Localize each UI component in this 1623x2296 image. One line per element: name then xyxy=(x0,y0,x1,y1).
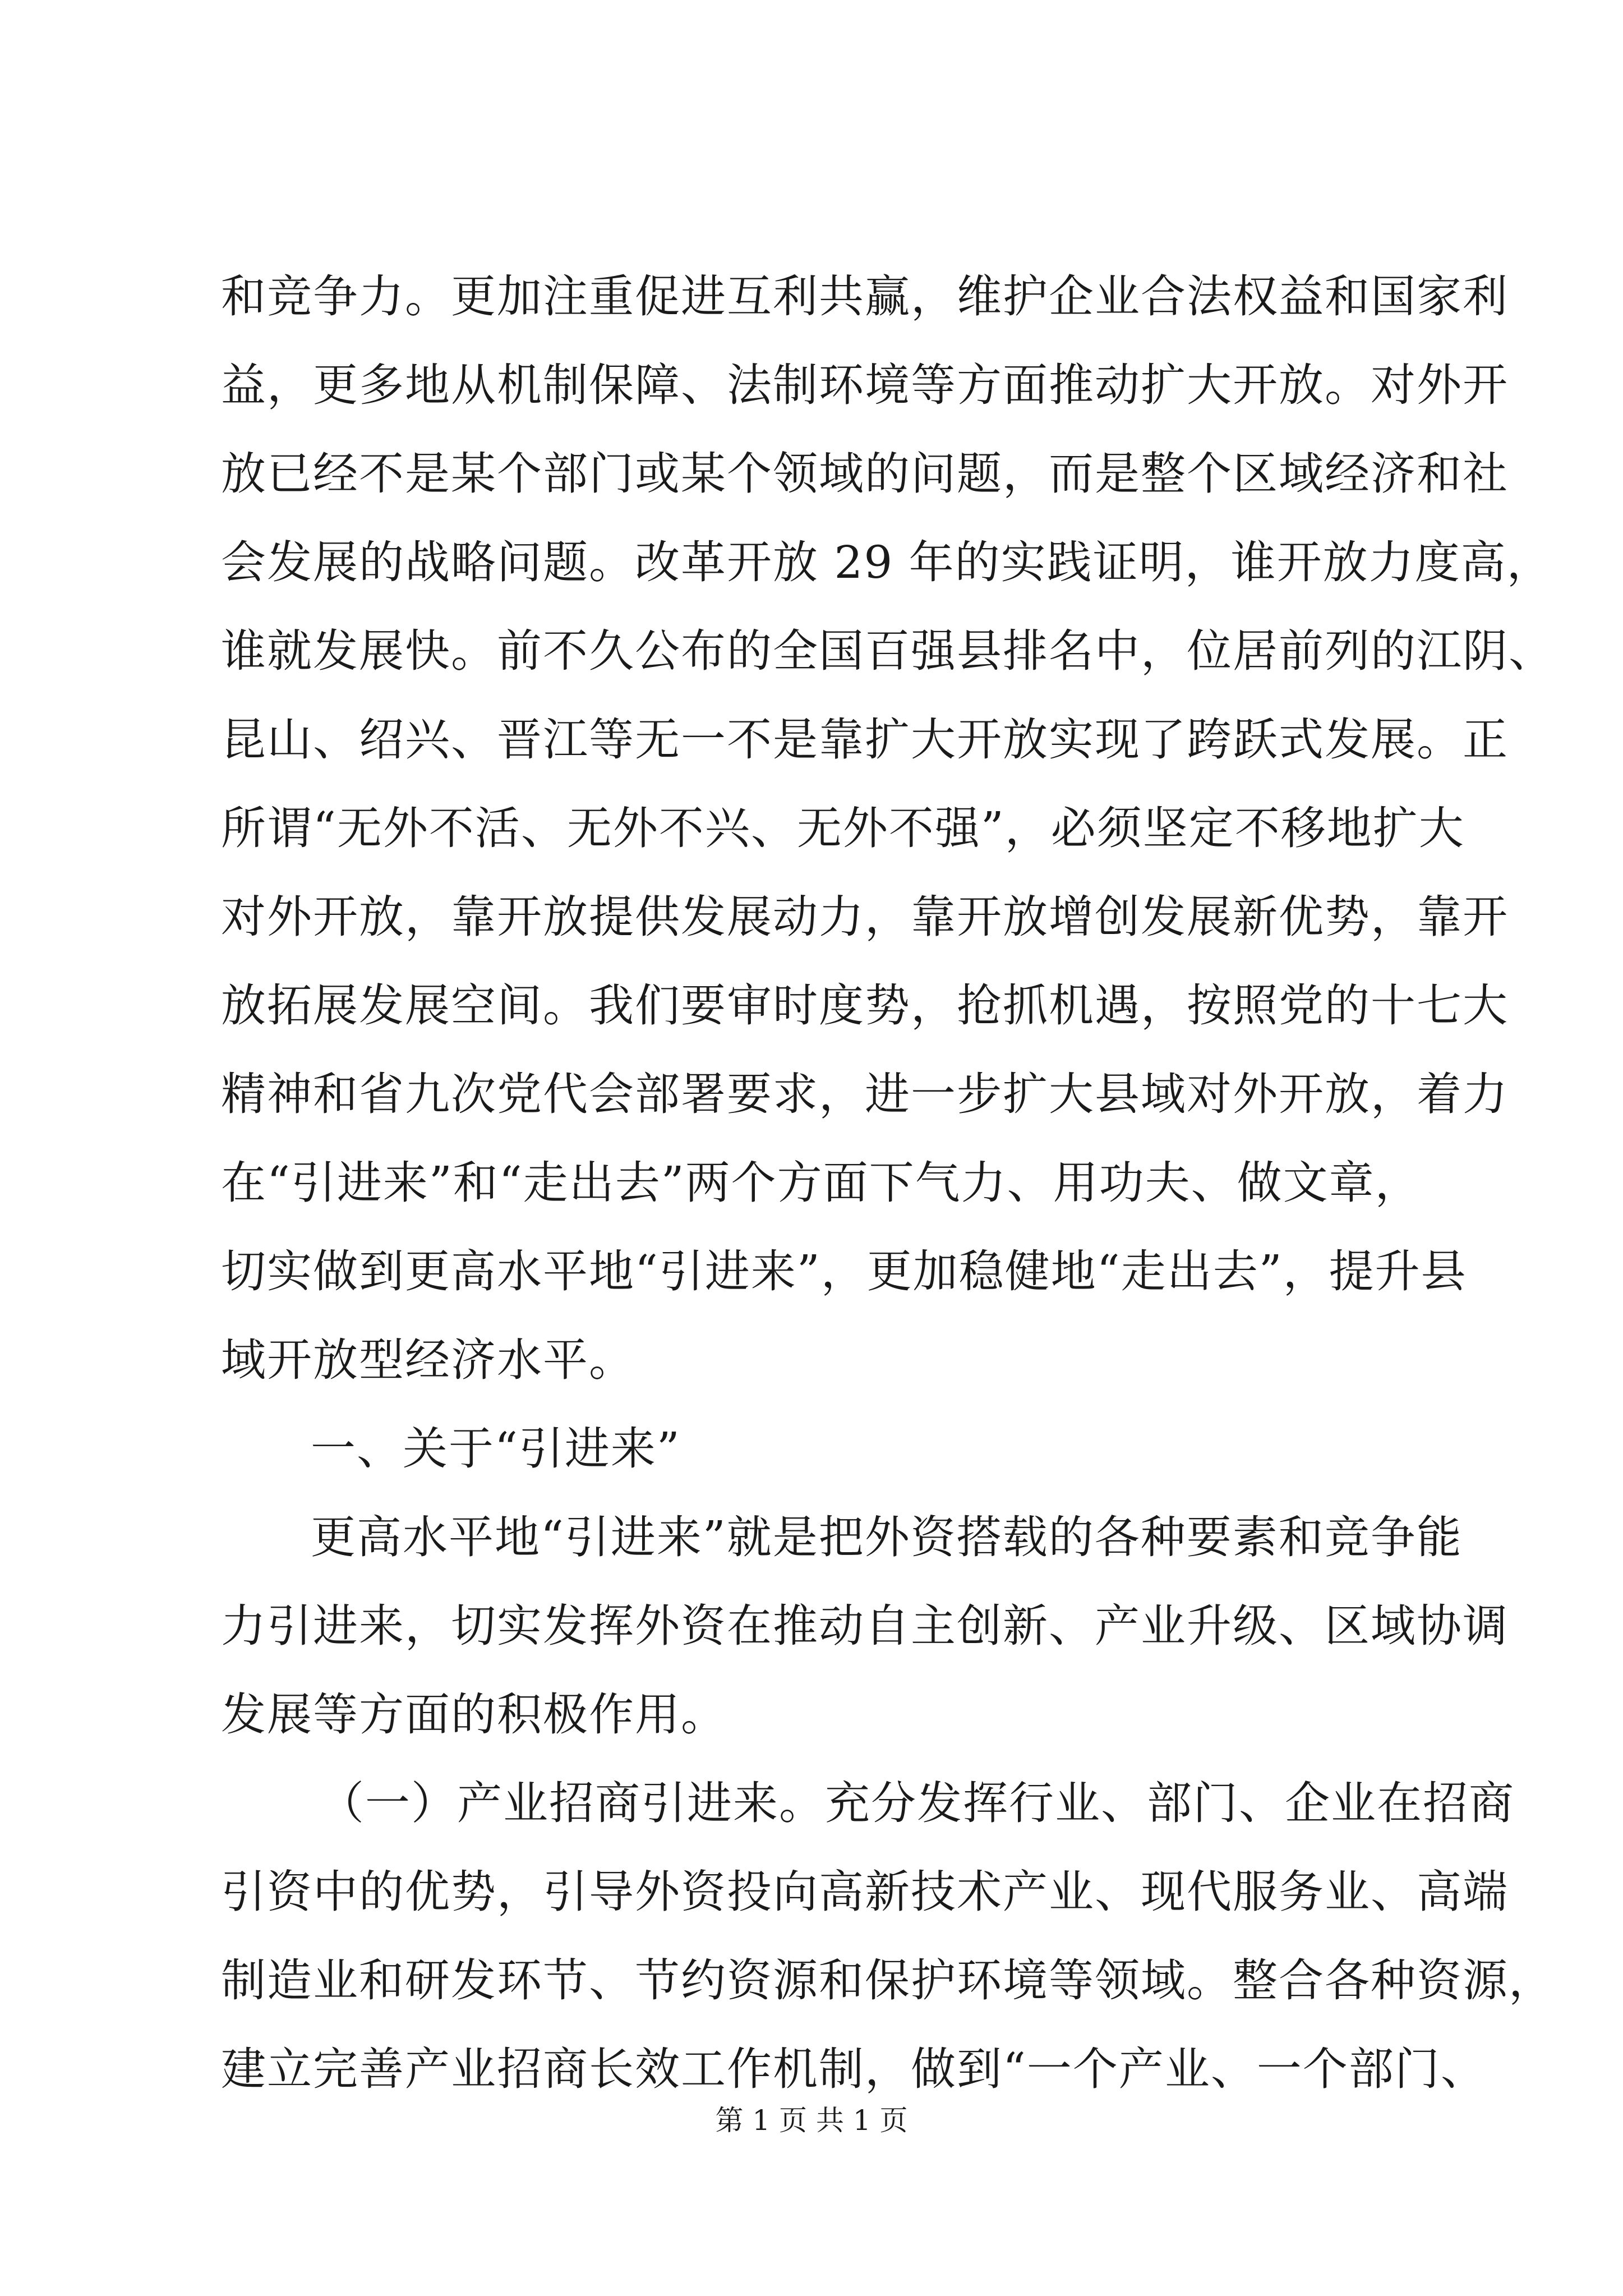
text-line: 建立完善产业招商长效工作机制，做到“一个产业、一个部门、 xyxy=(221,2043,1487,2095)
subsection-line: （一）产业招商引进来。充分发挥行业、部门、企业在招商 xyxy=(319,1777,1515,1829)
section-heading: 一、关于“引进来” xyxy=(311,1423,681,1475)
text-line: 域开放型经济水平。 xyxy=(221,1334,635,1386)
text-line: 切实做到更高水平地“引进来”，更加稳健地“走出去”，提升县 xyxy=(221,1245,1467,1297)
body-text xyxy=(221,252,1555,2114)
text-line: 对外开放，靠开放提供发展动力，靠开放增创发展新优势，靠开 xyxy=(221,891,1509,943)
text-line: 制造业和研发环节、节约资源和保护环境等领域。整合各种资源， xyxy=(221,1954,1555,2007)
text-line: 益，更多地从机制保障、法制环境等方面推动扩大开放。对外开 xyxy=(221,359,1509,411)
text-line: 谁就发展快。前不久公布的全国百强县排名中，位居前列的江阴、 xyxy=(221,625,1555,677)
text-line: 会发展的战略问题。改革开放 29 年的实践证明，谁开放力度高， xyxy=(221,536,1553,588)
text-line: 和竞争力。更加注重促进互利共赢，维护企业合法权益和国家利 xyxy=(221,270,1509,323)
text-line: 引资中的优势，引导外资投向高新技术产业、现代服务业、高端 xyxy=(221,1866,1509,1918)
text-line: 在“引进来”和“走出去”两个方面下气力、用功夫、做文章， xyxy=(221,1157,1421,1209)
text-line: 放拓展发展空间。我们要审时度势，抢抓机遇，按照党的十七大 xyxy=(221,979,1509,1032)
text-line: 放已经不是某个部门或某个领域的问题，而是整个区域经济和社 xyxy=(221,448,1509,500)
text-line: 更高水平地“引进来”就是把外资搭载的各种要素和竞争能 xyxy=(311,1511,1463,1563)
page-footer: 第 1 页 共 1 页 xyxy=(715,2104,908,2137)
text-line: 发展等方面的积极作用。 xyxy=(221,1688,727,1741)
text-line: 精神和省九次党代会部署要求，进一步扩大县域对外开放，着力 xyxy=(221,1068,1509,1120)
text-line: 力引进来，切实发挥外资在推动自主创新、产业升级、区域协调 xyxy=(221,1600,1509,1652)
text-line: 昆山、绍兴、晋江等无一不是靠扩大开放实现了跨跃式发展。正 xyxy=(221,714,1509,766)
text-line: 所谓“无外不活、无外不兴、无外不强”，必须坚定不移地扩大 xyxy=(221,802,1465,854)
